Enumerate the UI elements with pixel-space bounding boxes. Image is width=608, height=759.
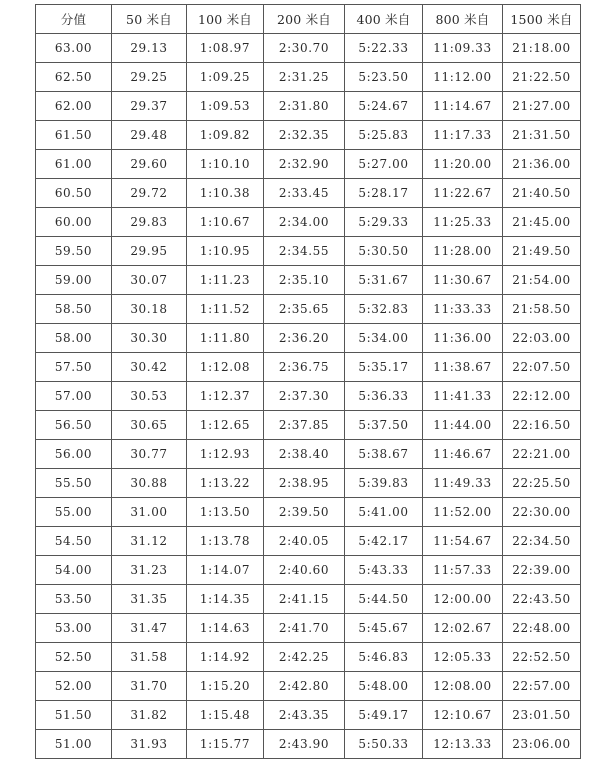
cell-100m: 1:10.67 xyxy=(187,208,264,237)
cell-200m: 2:38.40 xyxy=(264,440,345,469)
cell-100m: 1:13.22 xyxy=(187,469,264,498)
cell-1500m: 22:30.00 xyxy=(503,498,581,527)
cell-100m: 1:13.50 xyxy=(187,498,264,527)
cell-200m: 2:42.25 xyxy=(264,643,345,672)
cell-800m: 11:22.67 xyxy=(423,179,503,208)
table-row xyxy=(36,730,581,759)
cell-800m: 11:49.33 xyxy=(423,469,503,498)
cell-200m: 2:43.90 xyxy=(264,730,345,759)
cell-400m: 5:48.00 xyxy=(345,672,423,701)
cell-1500m: 21:49.50 xyxy=(503,237,581,266)
cell-400m: 5:23.50 xyxy=(345,63,423,92)
cell-800m: 11:38.67 xyxy=(423,353,503,382)
cell-800m: 11:54.67 xyxy=(423,527,503,556)
cell-400m: 5:44.50 xyxy=(345,585,423,614)
cell-200m: 2:39.50 xyxy=(264,498,345,527)
cell-score: 55.50 xyxy=(36,469,112,498)
cell-100m: 1:12.65 xyxy=(187,411,264,440)
header-400m-free: 400 米自 xyxy=(345,5,423,34)
header-200m-free: 200 米自 xyxy=(264,5,345,34)
header-100m-free: 100 米自 xyxy=(187,5,264,34)
cell-100m: 1:14.63 xyxy=(187,614,264,643)
cell-200m: 2:41.70 xyxy=(264,614,345,643)
cell-400m: 5:36.33 xyxy=(345,382,423,411)
cell-score: 53.00 xyxy=(36,614,112,643)
cell-50m: 29.25 xyxy=(112,63,187,92)
cell-50m: 31.93 xyxy=(112,730,187,759)
cell-400m: 5:46.83 xyxy=(345,643,423,672)
cell-score: 57.00 xyxy=(36,382,112,411)
cell-400m: 5:41.00 xyxy=(345,498,423,527)
cell-1500m: 21:18.00 xyxy=(503,34,581,63)
cell-800m: 12:00.00 xyxy=(423,585,503,614)
cell-score: 51.50 xyxy=(36,701,112,730)
cell-400m: 5:35.17 xyxy=(345,353,423,382)
cell-100m: 1:10.10 xyxy=(187,150,264,179)
table-row xyxy=(36,469,581,498)
cell-200m: 2:37.85 xyxy=(264,411,345,440)
cell-50m: 29.83 xyxy=(112,208,187,237)
cell-50m: 29.72 xyxy=(112,179,187,208)
cell-800m: 12:02.67 xyxy=(423,614,503,643)
table-row xyxy=(36,208,581,237)
cell-score: 61.00 xyxy=(36,150,112,179)
cell-200m: 2:41.15 xyxy=(264,585,345,614)
cell-50m: 31.00 xyxy=(112,498,187,527)
table-row xyxy=(36,643,581,672)
cell-400m: 5:30.50 xyxy=(345,237,423,266)
cell-400m: 5:37.50 xyxy=(345,411,423,440)
cell-800m: 11:46.67 xyxy=(423,440,503,469)
header-50m-free: 50 米自 xyxy=(112,5,187,34)
cell-200m: 2:31.80 xyxy=(264,92,345,121)
cell-800m: 12:13.33 xyxy=(423,730,503,759)
cell-score: 53.50 xyxy=(36,585,112,614)
table-row xyxy=(36,266,581,295)
table-body xyxy=(36,34,581,759)
cell-800m: 11:17.33 xyxy=(423,121,503,150)
cell-200m: 2:32.35 xyxy=(264,121,345,150)
header-score: 分值 xyxy=(36,5,112,34)
cell-800m: 12:10.67 xyxy=(423,701,503,730)
cell-1500m: 22:07.50 xyxy=(503,353,581,382)
table-row xyxy=(36,179,581,208)
cell-score: 58.00 xyxy=(36,324,112,353)
cell-score: 57.50 xyxy=(36,353,112,382)
cell-100m: 1:14.35 xyxy=(187,585,264,614)
score-table xyxy=(35,4,581,759)
cell-400m: 5:31.67 xyxy=(345,266,423,295)
cell-1500m: 22:39.00 xyxy=(503,556,581,585)
cell-100m: 1:08.97 xyxy=(187,34,264,63)
cell-1500m: 22:57.00 xyxy=(503,672,581,701)
cell-800m: 11:25.33 xyxy=(423,208,503,237)
cell-100m: 1:09.82 xyxy=(187,121,264,150)
cell-1500m: 21:45.00 xyxy=(503,208,581,237)
cell-1500m: 22:43.50 xyxy=(503,585,581,614)
cell-50m: 31.23 xyxy=(112,556,187,585)
cell-400m: 5:45.67 xyxy=(345,614,423,643)
cell-50m: 29.60 xyxy=(112,150,187,179)
cell-100m: 1:12.08 xyxy=(187,353,264,382)
cell-200m: 2:36.75 xyxy=(264,353,345,382)
cell-200m: 2:43.35 xyxy=(264,701,345,730)
cell-200m: 2:34.00 xyxy=(264,208,345,237)
table-row xyxy=(36,34,581,63)
cell-200m: 2:31.25 xyxy=(264,63,345,92)
cell-200m: 2:30.70 xyxy=(264,34,345,63)
cell-200m: 2:37.30 xyxy=(264,382,345,411)
cell-800m: 11:44.00 xyxy=(423,411,503,440)
table-row xyxy=(36,527,581,556)
table-row xyxy=(36,92,581,121)
cell-800m: 11:41.33 xyxy=(423,382,503,411)
cell-50m: 29.13 xyxy=(112,34,187,63)
cell-50m: 30.07 xyxy=(112,266,187,295)
cell-50m: 31.70 xyxy=(112,672,187,701)
cell-800m: 11:14.67 xyxy=(423,92,503,121)
cell-50m: 30.88 xyxy=(112,469,187,498)
cell-100m: 1:15.48 xyxy=(187,701,264,730)
cell-score: 58.50 xyxy=(36,295,112,324)
cell-400m: 5:42.17 xyxy=(345,527,423,556)
cell-score: 61.50 xyxy=(36,121,112,150)
cell-100m: 1:11.23 xyxy=(187,266,264,295)
cell-score: 55.00 xyxy=(36,498,112,527)
cell-200m: 2:42.80 xyxy=(264,672,345,701)
cell-800m: 12:08.00 xyxy=(423,672,503,701)
cell-200m: 2:32.90 xyxy=(264,150,345,179)
cell-50m: 30.65 xyxy=(112,411,187,440)
cell-1500m: 21:31.50 xyxy=(503,121,581,150)
cell-100m: 1:09.53 xyxy=(187,92,264,121)
cell-800m: 12:05.33 xyxy=(423,643,503,672)
table-row xyxy=(36,440,581,469)
cell-50m: 30.53 xyxy=(112,382,187,411)
table-row xyxy=(36,324,581,353)
cell-800m: 11:36.00 xyxy=(423,324,503,353)
cell-1500m: 22:03.00 xyxy=(503,324,581,353)
cell-50m: 29.95 xyxy=(112,237,187,266)
cell-400m: 5:25.83 xyxy=(345,121,423,150)
cell-100m: 1:09.25 xyxy=(187,63,264,92)
cell-800m: 11:30.67 xyxy=(423,266,503,295)
cell-200m: 2:40.60 xyxy=(264,556,345,585)
table-row xyxy=(36,295,581,324)
cell-1500m: 22:52.50 xyxy=(503,643,581,672)
cell-1500m: 23:01.50 xyxy=(503,701,581,730)
cell-1500m: 22:16.50 xyxy=(503,411,581,440)
cell-400m: 5:24.67 xyxy=(345,92,423,121)
cell-400m: 5:39.83 xyxy=(345,469,423,498)
cell-score: 62.50 xyxy=(36,63,112,92)
table-row xyxy=(36,556,581,585)
cell-100m: 1:11.80 xyxy=(187,324,264,353)
cell-200m: 2:40.05 xyxy=(264,527,345,556)
cell-1500m: 23:06.00 xyxy=(503,730,581,759)
cell-50m: 29.48 xyxy=(112,121,187,150)
table-header-row xyxy=(36,5,581,34)
cell-1500m: 22:34.50 xyxy=(503,527,581,556)
cell-50m: 30.18 xyxy=(112,295,187,324)
cell-score: 62.00 xyxy=(36,92,112,121)
cell-score: 60.00 xyxy=(36,208,112,237)
cell-100m: 1:14.07 xyxy=(187,556,264,585)
cell-400m: 5:49.17 xyxy=(345,701,423,730)
cell-100m: 1:12.37 xyxy=(187,382,264,411)
table-row xyxy=(36,411,581,440)
cell-200m: 2:36.20 xyxy=(264,324,345,353)
table-row xyxy=(36,614,581,643)
cell-400m: 5:38.67 xyxy=(345,440,423,469)
cell-score: 63.00 xyxy=(36,34,112,63)
cell-50m: 31.58 xyxy=(112,643,187,672)
cell-800m: 11:33.33 xyxy=(423,295,503,324)
cell-score: 60.50 xyxy=(36,179,112,208)
table-row xyxy=(36,63,581,92)
cell-score: 56.00 xyxy=(36,440,112,469)
cell-400m: 5:50.33 xyxy=(345,730,423,759)
cell-50m: 30.77 xyxy=(112,440,187,469)
cell-50m: 29.37 xyxy=(112,92,187,121)
cell-200m: 2:35.65 xyxy=(264,295,345,324)
cell-400m: 5:27.00 xyxy=(345,150,423,179)
cell-800m: 11:20.00 xyxy=(423,150,503,179)
cell-score: 52.00 xyxy=(36,672,112,701)
cell-100m: 1:10.38 xyxy=(187,179,264,208)
cell-400m: 5:43.33 xyxy=(345,556,423,585)
cell-400m: 5:32.83 xyxy=(345,295,423,324)
cell-100m: 1:15.20 xyxy=(187,672,264,701)
cell-100m: 1:13.78 xyxy=(187,527,264,556)
cell-score: 52.50 xyxy=(36,643,112,672)
table-row xyxy=(36,585,581,614)
cell-1500m: 21:22.50 xyxy=(503,63,581,92)
table-row xyxy=(36,353,581,382)
cell-400m: 5:29.33 xyxy=(345,208,423,237)
cell-800m: 11:52.00 xyxy=(423,498,503,527)
cell-score: 54.50 xyxy=(36,527,112,556)
cell-1500m: 21:36.00 xyxy=(503,150,581,179)
cell-1500m: 21:27.00 xyxy=(503,92,581,121)
cell-1500m: 21:58.50 xyxy=(503,295,581,324)
cell-1500m: 22:21.00 xyxy=(503,440,581,469)
cell-800m: 11:57.33 xyxy=(423,556,503,585)
cell-100m: 1:14.92 xyxy=(187,643,264,672)
cell-1500m: 21:40.50 xyxy=(503,179,581,208)
cell-800m: 11:12.00 xyxy=(423,63,503,92)
cell-200m: 2:38.95 xyxy=(264,469,345,498)
table-row xyxy=(36,121,581,150)
cell-1500m: 22:12.00 xyxy=(503,382,581,411)
cell-1500m: 22:48.00 xyxy=(503,614,581,643)
table-row xyxy=(36,701,581,730)
cell-400m: 5:22.33 xyxy=(345,34,423,63)
cell-score: 59.00 xyxy=(36,266,112,295)
cell-100m: 1:11.52 xyxy=(187,295,264,324)
table-row xyxy=(36,150,581,179)
cell-200m: 2:34.55 xyxy=(264,237,345,266)
table-row xyxy=(36,382,581,411)
cell-50m: 31.12 xyxy=(112,527,187,556)
header-800m-free: 800 米自 xyxy=(423,5,503,34)
cell-800m: 11:28.00 xyxy=(423,237,503,266)
header-1500m-free: 1500 米自 xyxy=(503,5,581,34)
cell-score: 51.00 xyxy=(36,730,112,759)
cell-score: 56.50 xyxy=(36,411,112,440)
cell-50m: 31.47 xyxy=(112,614,187,643)
cell-score: 59.50 xyxy=(36,237,112,266)
table-row xyxy=(36,672,581,701)
cell-400m: 5:34.00 xyxy=(345,324,423,353)
cell-200m: 2:35.10 xyxy=(264,266,345,295)
cell-50m: 31.35 xyxy=(112,585,187,614)
cell-50m: 30.30 xyxy=(112,324,187,353)
cell-100m: 1:10.95 xyxy=(187,237,264,266)
cell-100m: 1:15.77 xyxy=(187,730,264,759)
table-row xyxy=(36,498,581,527)
cell-score: 54.00 xyxy=(36,556,112,585)
cell-400m: 5:28.17 xyxy=(345,179,423,208)
cell-200m: 2:33.45 xyxy=(264,179,345,208)
cell-1500m: 22:25.50 xyxy=(503,469,581,498)
score-table-page xyxy=(35,4,580,759)
cell-50m: 31.82 xyxy=(112,701,187,730)
cell-100m: 1:12.93 xyxy=(187,440,264,469)
cell-800m: 11:09.33 xyxy=(423,34,503,63)
cell-50m: 30.42 xyxy=(112,353,187,382)
table-row xyxy=(36,237,581,266)
cell-1500m: 21:54.00 xyxy=(503,266,581,295)
